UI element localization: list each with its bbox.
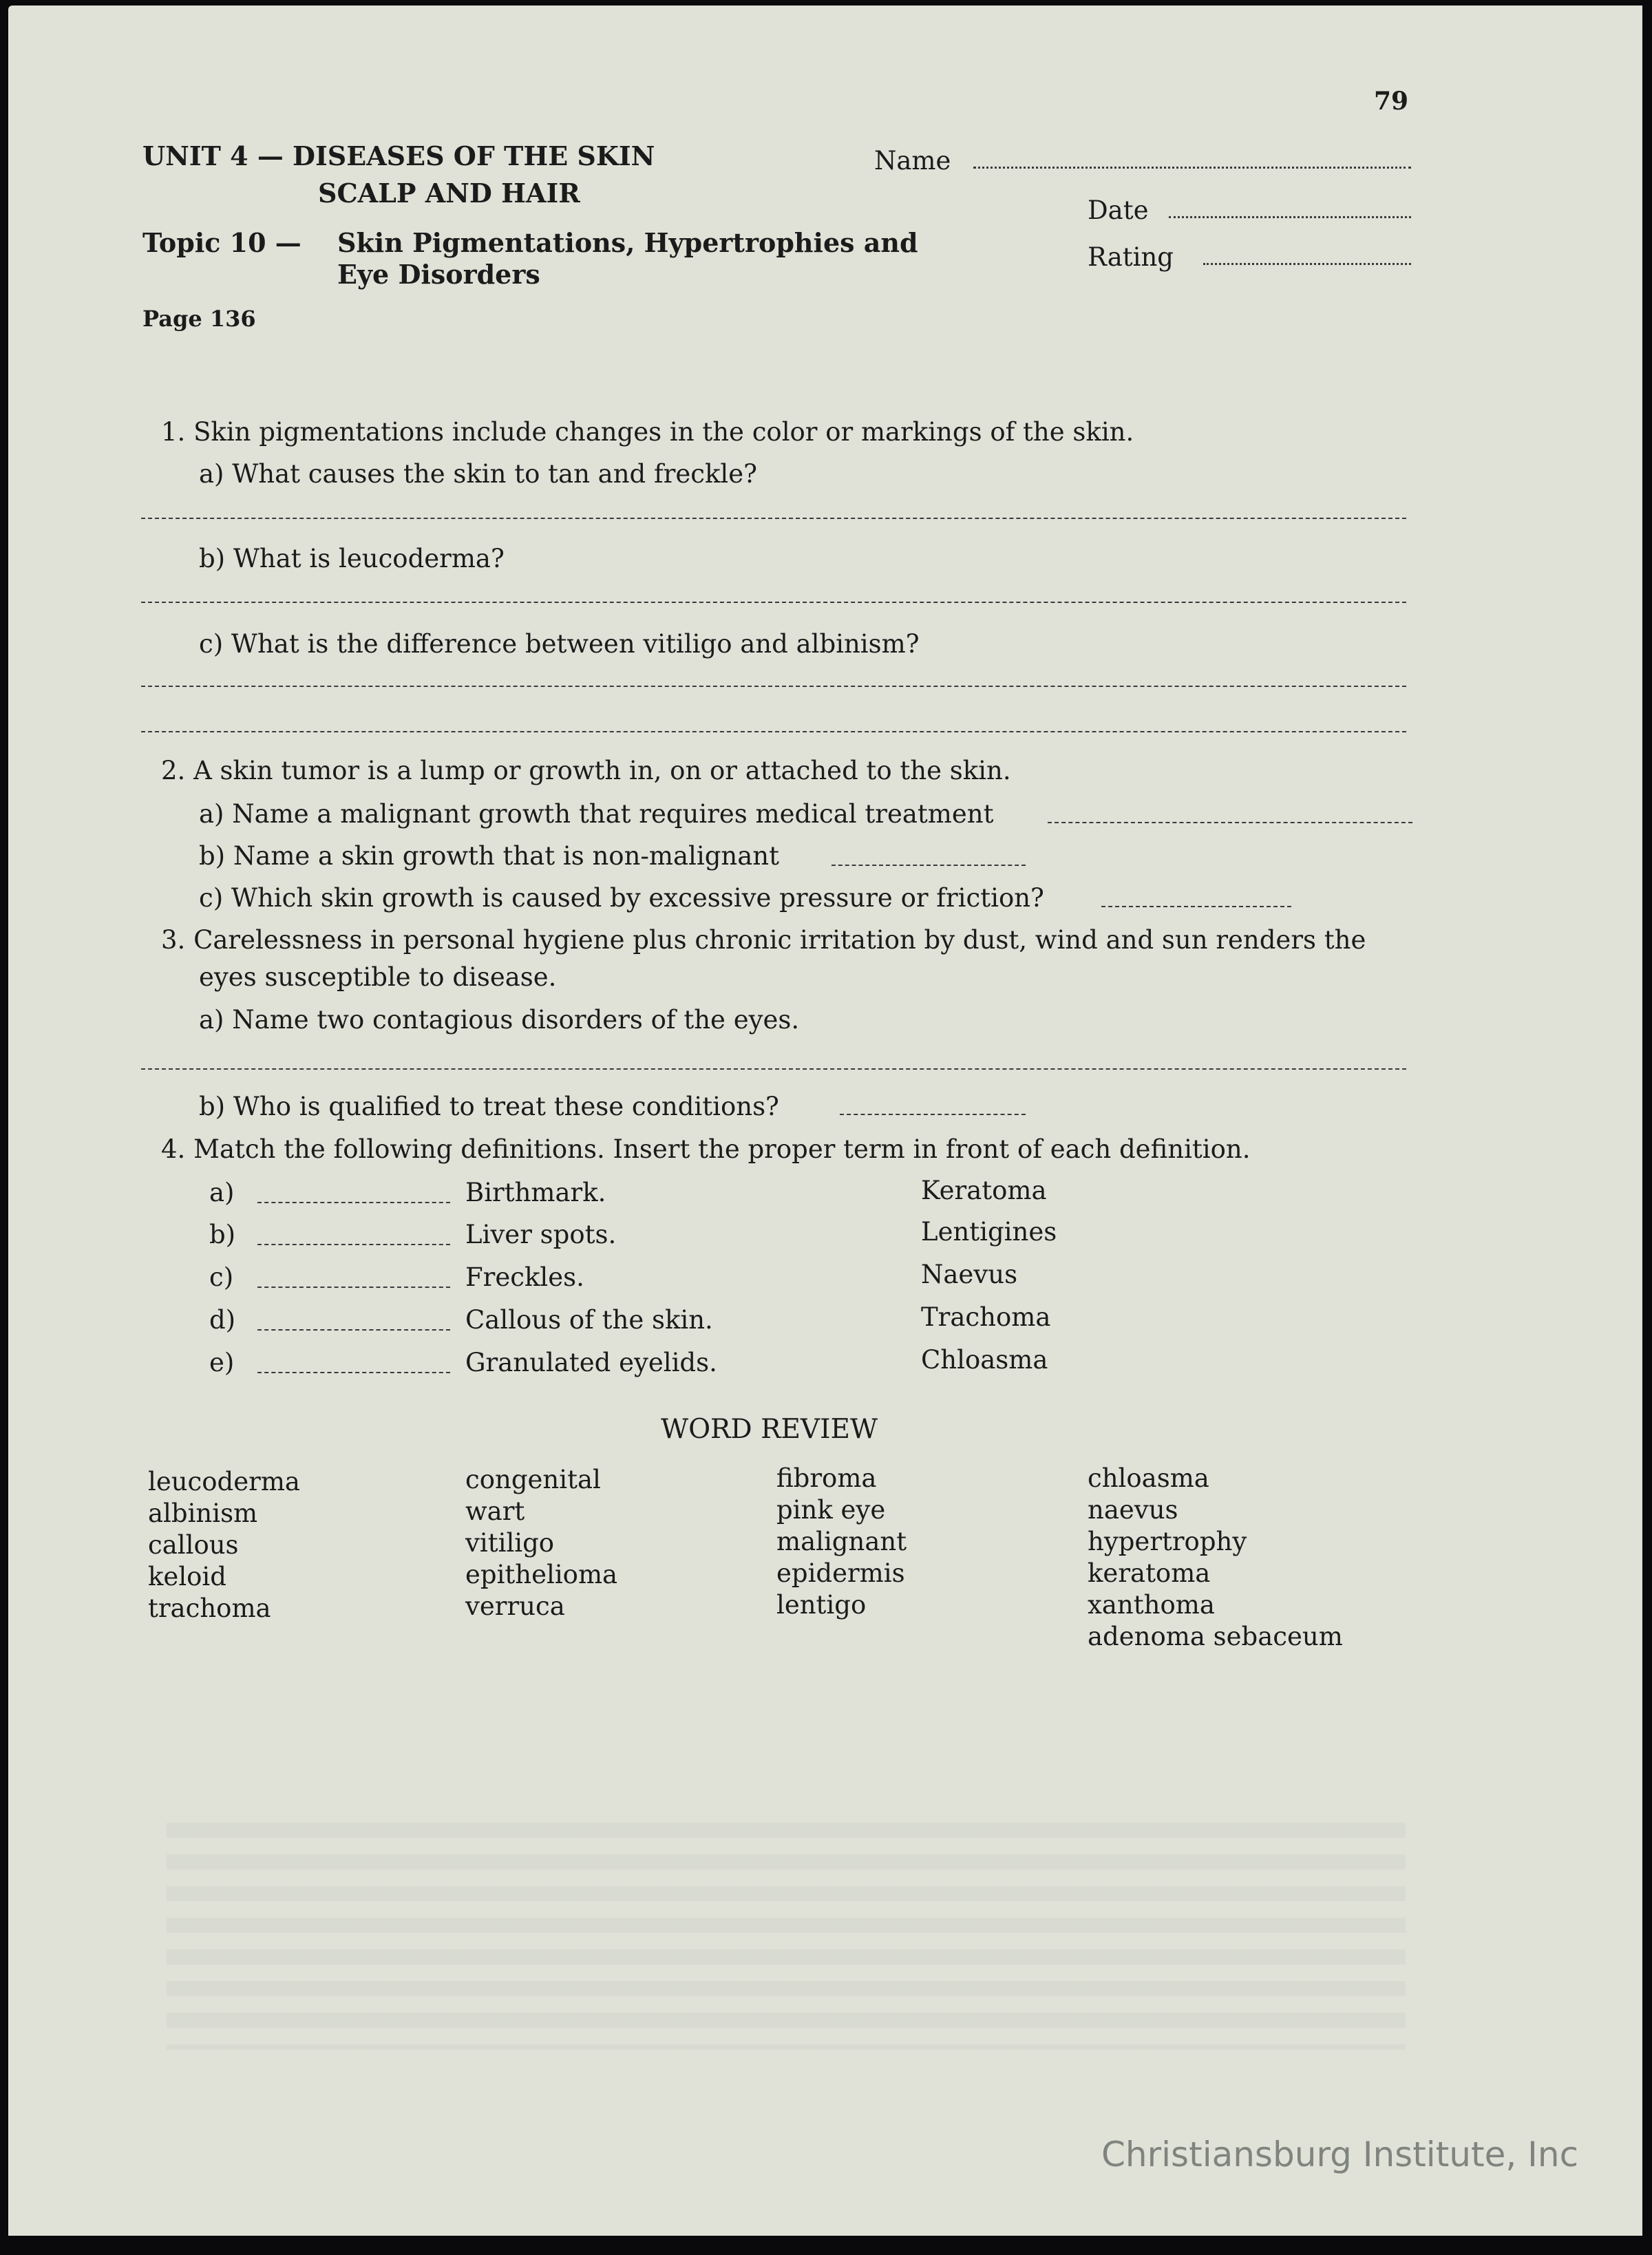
- q4-term: Chloasma: [921, 1345, 1048, 1375]
- q1-stem: 1. Skin pigmentations include changes in the color or markings of the skin.: [161, 417, 1134, 447]
- q4-item-definition: Granulated eyelids.: [465, 1348, 717, 1377]
- date-field[interactable]: [1169, 216, 1411, 218]
- q4-item-letter: c): [209, 1262, 234, 1292]
- q1c-text: c) What is the difference between vitiligo and albinism?: [199, 629, 920, 659]
- name-label: Name: [874, 146, 951, 176]
- unit-title-line2: SCALP AND HAIR: [318, 178, 580, 209]
- q1c-answer-line-1[interactable]: [141, 686, 1406, 687]
- q3-stem-line1: 3. Carelessness in personal hygiene plus chronic irritation by dust, wind and sun renders the: [161, 925, 1366, 955]
- q2-stem: 2. A skin tumor is a lump or growth in, on or attached to the skin.: [161, 756, 1011, 785]
- word-review-word: albinism: [148, 1499, 258, 1528]
- q3a-answer-line[interactable]: [141, 1068, 1406, 1070]
- word-review-word: chloasma: [1088, 1463, 1209, 1493]
- q3b-text: b) Who is qualified to treat these conditions?: [199, 1092, 779, 1121]
- rating-label: Rating: [1088, 242, 1174, 272]
- word-review-word: leucoderma: [148, 1467, 300, 1496]
- word-review-title: WORD REVIEW: [661, 1414, 878, 1445]
- q4-item-answer-line[interactable]: [257, 1372, 450, 1373]
- q4-item-definition: Freckles.: [465, 1262, 584, 1292]
- word-review-word: verruca: [465, 1591, 565, 1621]
- topic-title-line1: Skin Pigmentations, Hypertrophies and: [337, 227, 918, 258]
- word-review-word: congenital: [465, 1465, 601, 1494]
- word-review-word: xanthoma: [1088, 1590, 1215, 1620]
- q4-item-answer-line[interactable]: [257, 1202, 450, 1203]
- q4-term: Trachoma: [921, 1302, 1051, 1332]
- page-number: 79: [1374, 87, 1409, 116]
- q4-item-answer-line[interactable]: [257, 1287, 450, 1288]
- q1a-text: a) What causes the skin to tan and freckle?: [199, 459, 757, 489]
- q2c-text: c) Which skin growth is caused by excessive pressure or friction?: [199, 883, 1044, 913]
- show-through-shadow: [167, 1823, 1406, 2050]
- word-review-word: keratoma: [1088, 1558, 1211, 1588]
- q3a-text: a) Name two contagious disorders of the eyes.: [199, 1005, 800, 1035]
- page-reference: Page 136: [142, 306, 256, 332]
- q4-item-letter: a): [209, 1178, 235, 1207]
- word-review-word: fibroma: [776, 1463, 877, 1493]
- word-review-word: wart: [465, 1496, 525, 1526]
- topic-label: Topic 10 —: [142, 227, 301, 258]
- word-review-word: pink eye: [776, 1495, 886, 1525]
- unit-title-line1: UNIT 4 — DISEASES OF THE SKIN: [142, 140, 655, 171]
- word-review-word: naevus: [1088, 1495, 1178, 1525]
- q4-item-definition: Birthmark.: [465, 1178, 606, 1207]
- word-review-word: callous: [148, 1530, 239, 1560]
- q3b-answer-line[interactable]: [840, 1114, 1026, 1115]
- q4-item-answer-line[interactable]: [257, 1329, 450, 1331]
- q1b-text: b) What is leucoderma?: [199, 544, 505, 573]
- word-review-word: trachoma: [148, 1594, 271, 1623]
- q4-term: Naevus: [921, 1260, 1018, 1289]
- worksheet-page: [8, 6, 1642, 2236]
- q2a-answer-line[interactable]: [1048, 822, 1412, 823]
- q4-item-answer-line[interactable]: [257, 1244, 450, 1245]
- q2b-answer-line[interactable]: [832, 865, 1026, 866]
- q4-item-letter: b): [209, 1220, 236, 1249]
- q4-item-definition: Callous of the skin.: [465, 1305, 713, 1335]
- q4-item-letter: e): [209, 1348, 235, 1377]
- q4-stem: 4. Match the following definitions. Insert the proper term in front of each definition.: [161, 1134, 1251, 1164]
- q2a-text: a) Name a malignant growth that requires medical treatment: [199, 799, 994, 829]
- name-field[interactable]: [973, 167, 1411, 169]
- word-review-word: lentigo: [776, 1590, 867, 1620]
- word-review-word: hypertrophy: [1088, 1527, 1247, 1556]
- word-review-word: adenoma sebaceum: [1088, 1622, 1343, 1651]
- q4-term: Lentigines: [921, 1217, 1057, 1247]
- word-review-word: epithelioma: [465, 1560, 618, 1589]
- date-label: Date: [1088, 195, 1149, 225]
- q3-stem-line2: eyes susceptible to disease.: [199, 962, 557, 992]
- rating-field[interactable]: [1203, 263, 1411, 265]
- q4-term: Keratoma: [921, 1176, 1047, 1205]
- watermark: Christiansburg Institute, Inc: [1101, 2135, 1579, 2174]
- q4-item-letter: d): [209, 1305, 236, 1335]
- q1c-answer-line-2[interactable]: [141, 731, 1406, 732]
- word-review-word: keloid: [148, 1562, 226, 1591]
- q2c-answer-line[interactable]: [1101, 906, 1291, 907]
- topic-title-line2: Eye Disorders: [337, 259, 540, 290]
- q1b-answer-line[interactable]: [141, 602, 1406, 603]
- word-review-word: epidermis: [776, 1558, 905, 1588]
- word-review-word: vitiligo: [465, 1528, 555, 1558]
- q4-item-definition: Liver spots.: [465, 1220, 617, 1249]
- q1a-answer-line[interactable]: [141, 518, 1406, 519]
- q2b-text: b) Name a skin growth that is non-malignant: [199, 841, 779, 871]
- word-review-word: malignant: [776, 1527, 907, 1556]
